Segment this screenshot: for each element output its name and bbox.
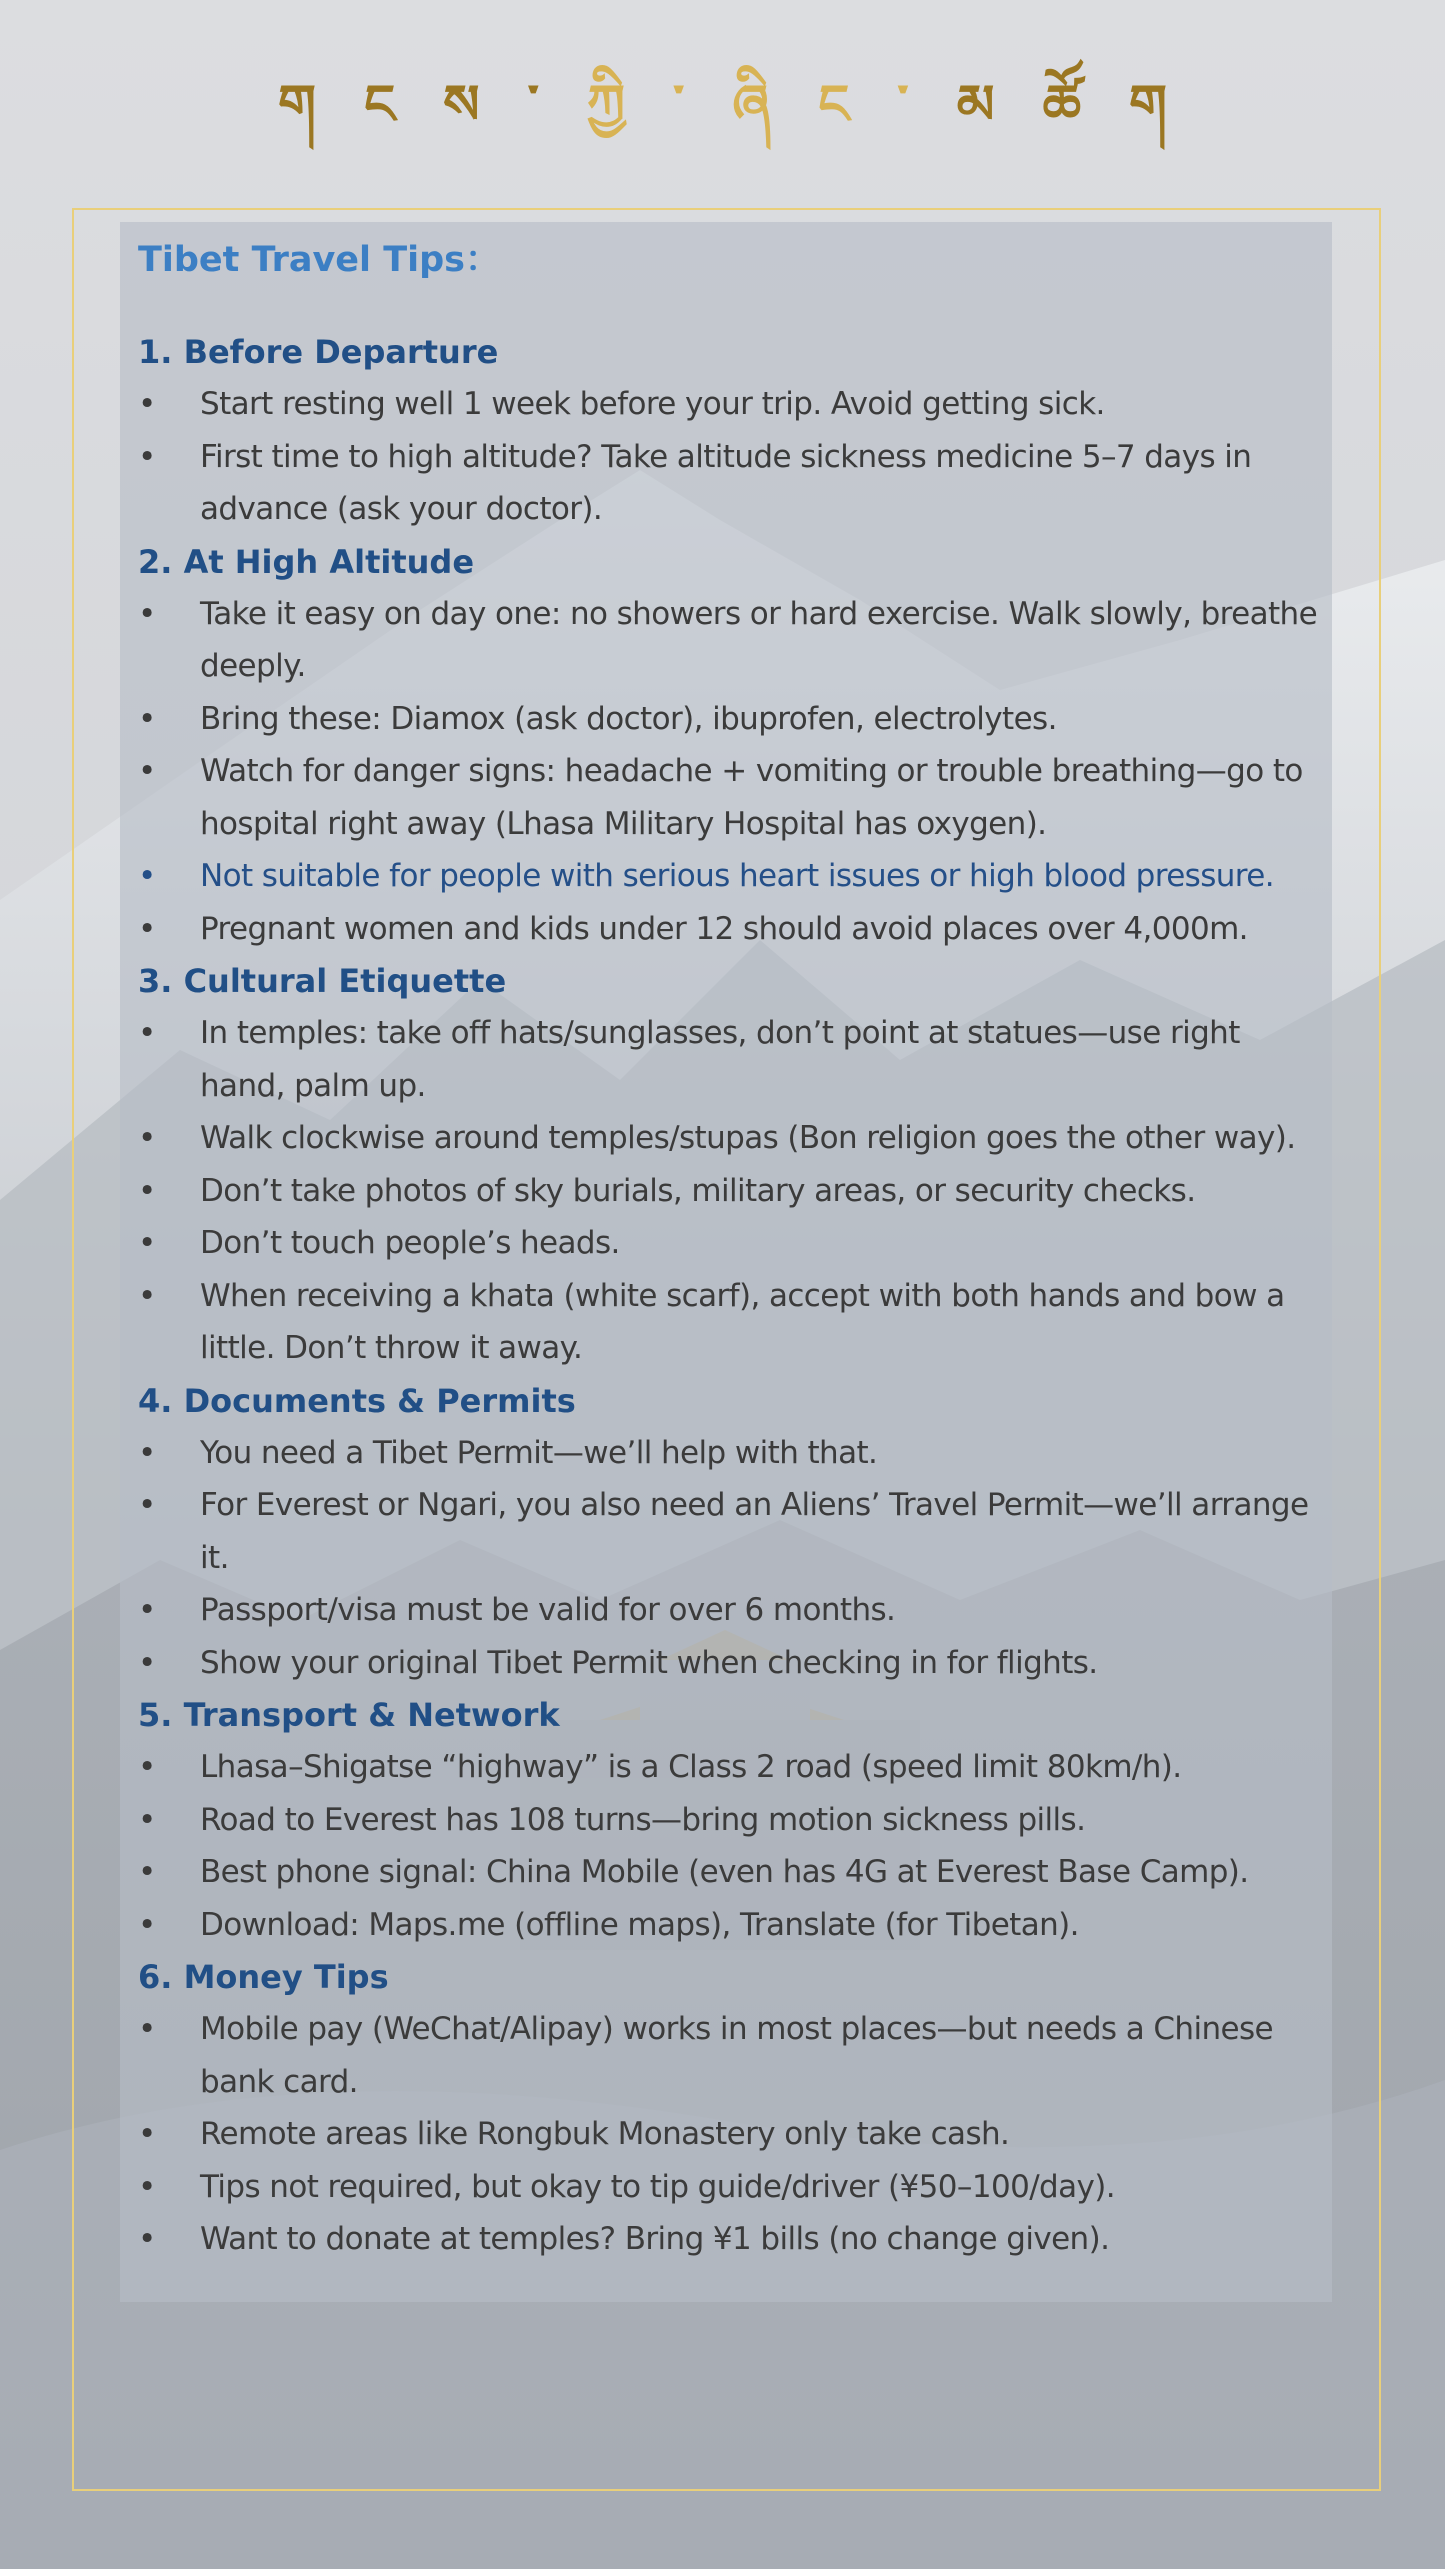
- list-item: [138, 588, 1318, 693]
- list-item: [138, 1899, 1318, 1952]
- list-item: [138, 903, 1318, 956]
- list-item: [138, 1112, 1318, 1165]
- bullet-icon: •: [138, 753, 156, 789]
- list-item-text: Download: Maps.me (offline maps), Translate (for Tibetan).: [200, 1906, 1079, 1943]
- tibetan-glyph: ཞི: [732, 72, 771, 136]
- list-item: [138, 378, 1318, 431]
- list-item: [138, 2161, 1318, 2214]
- page-title: Tibet Travel Tips：: [138, 240, 500, 280]
- bullet-icon: •: [138, 700, 156, 737]
- bullet-icon: •: [138, 1801, 156, 1838]
- list-item-text: For Everest or Ngari, you also need an Aliens’ Travel Permit—we’ll arrange it.: [200, 1487, 1309, 1576]
- list-item: [138, 1741, 1318, 1794]
- tibetan-glyph: ག: [277, 72, 316, 136]
- bullet-icon: •: [138, 1172, 156, 1209]
- bullet-icon: •: [138, 595, 156, 632]
- tibetan-header: [0, 72, 1445, 160]
- list-item: [138, 693, 1318, 746]
- list-item-text: Want to donate at temples? Bring ¥1 bills (no change given).: [200, 2221, 1110, 2257]
- list-item: [138, 2108, 1318, 2161]
- list-item-text: Tips not required, but okay to tip guide/driver (¥50–100/day).: [200, 2168, 1116, 2205]
- list-item-text: Take it easy on day one: no showers or hard exercise. Walk slowly, breathe deeply.: [200, 595, 1318, 684]
- tibetan-glyph: ་: [672, 72, 685, 136]
- section-heading: 4. Documents & Permits: [138, 1381, 576, 1420]
- list-item-text: Lhasa–Shigatse “highway” is a Class 2 road (speed limit 80km/h).: [200, 1749, 1182, 1785]
- tibetan-glyph: ཀྱི: [586, 72, 625, 136]
- list-item-text: Bring these: Diamox (ask doctor), ibuprofen, electrolytes.: [200, 700, 1057, 737]
- bullet-icon: •: [138, 1749, 156, 1785]
- bullet-icon: •: [138, 2011, 156, 2047]
- list-item: [138, 2003, 1318, 2108]
- bullet-icon: •: [138, 2168, 156, 2205]
- section-heading: 5. Transport & Network: [138, 1696, 560, 1734]
- list-item: [138, 1165, 1318, 1218]
- bullet-icon: •: [138, 1015, 156, 1051]
- tibetan-glyph: ས: [443, 72, 480, 136]
- list-item-text: First time to high altitude? Take altitude sickness medicine 5–7 days in advance (ask your doctor).: [200, 438, 1252, 527]
- list-item: [138, 1794, 1318, 1847]
- list-item-text: Best phone signal: China Mobile (even has 4G at Everest Base Camp).: [200, 1854, 1249, 1890]
- bullet-icon: •: [138, 1487, 156, 1523]
- list-item-text: Remote areas like Rongbuk Monastery only take cash.: [200, 2116, 1010, 2152]
- bullet-icon: •: [138, 1277, 156, 1314]
- section-heading: 1. Before Departure: [138, 333, 499, 371]
- list-item-text: Road to Everest has 108 turns—bring motion sickness pills.: [200, 1801, 1086, 1838]
- list-item-text: In temples: take off hats/sunglasses, don’t point at statues—use right hand, palm up.: [200, 1015, 1240, 1104]
- list-item-text: Passport/visa must be valid for over 6 months.: [200, 1592, 896, 1628]
- list-item: [138, 1217, 1318, 1270]
- tibetan-glyph: ག: [1129, 72, 1168, 136]
- list-item: [138, 745, 1318, 850]
- tibetan-glyph: མ: [956, 72, 995, 136]
- bullet-icon: •: [138, 1854, 156, 1890]
- bullet-icon: •: [138, 858, 156, 894]
- list-item: [138, 1427, 1318, 1480]
- list-item-text: Show your original Tibet Permit when checking in for flights.: [200, 1644, 1098, 1681]
- list-item: [138, 1637, 1318, 1690]
- bullet-icon: •: [138, 1592, 156, 1628]
- list-item: [138, 1584, 1318, 1637]
- tibetan-glyph: ་: [527, 72, 539, 136]
- tibetan-glyph: ང: [818, 72, 850, 136]
- bullet-icon: •: [138, 1434, 156, 1471]
- tibetan-glyph: ང: [363, 72, 396, 136]
- list-item: [138, 1270, 1318, 1375]
- bullet-icon: •: [138, 1906, 156, 1943]
- list-item-text: Watch for danger signs: headache + vomiting or trouble breathing—go to hospital right away (Lhasa Military Hospital has oxygen).: [200, 753, 1303, 842]
- section-heading: 2. At High Altitude: [138, 542, 475, 581]
- list-item-text: Start resting well 1 week before your trip. Avoid getting sick.: [200, 386, 1105, 422]
- list-item-text: You need a Tibet Permit—we’ll help with that.: [200, 1434, 878, 1471]
- bullet-icon: •: [138, 2116, 156, 2152]
- sections-list: [138, 326, 1318, 2266]
- list-item-text: Mobile pay (WeChat/Alipay) works in most places—but needs a Chinese bank card.: [200, 2011, 1274, 2100]
- list-item-text: Not suitable for people with serious heart issues or high blood pressure.: [200, 858, 1275, 894]
- bullet-icon: •: [138, 1644, 156, 1681]
- bullet-icon: •: [138, 1225, 156, 1261]
- list-item-text: When receiving a khata (white scarf), accept with both hands and bow a little. Don’t throw it away.: [200, 1277, 1285, 1366]
- bullet-icon: •: [138, 1120, 156, 1156]
- bullet-icon: •: [138, 386, 156, 422]
- list-item: [138, 850, 1318, 903]
- tibetan-glyph: ་: [897, 72, 909, 136]
- list-item: [138, 431, 1318, 536]
- list-item-text: Walk clockwise around temples/stupas (Bon religion goes the other way).: [200, 1120, 1296, 1156]
- list-item: [138, 1007, 1318, 1112]
- list-item: [138, 1479, 1318, 1584]
- bullet-icon: •: [138, 910, 156, 947]
- list-item-text: Don’t take photos of sky burials, military areas, or security checks.: [200, 1172, 1196, 1209]
- bullet-icon: •: [138, 2221, 156, 2257]
- list-item: [138, 2213, 1318, 2266]
- list-item: [138, 1846, 1318, 1899]
- tibetan-glyph: ཚོ: [1042, 72, 1082, 136]
- tibetan-glyph-row: [278, 44, 1167, 196]
- section-heading: 6. Money Tips: [138, 1958, 389, 1996]
- bullet-icon: •: [138, 438, 156, 475]
- section-heading: 3. Cultural Etiquette: [138, 962, 507, 1000]
- list-item-text: Pregnant women and kids under 12 should avoid places over 4,000m.: [200, 910, 1248, 947]
- tips-document: [138, 232, 1318, 2266]
- list-item-text: Don’t touch people’s heads.: [200, 1225, 620, 1261]
